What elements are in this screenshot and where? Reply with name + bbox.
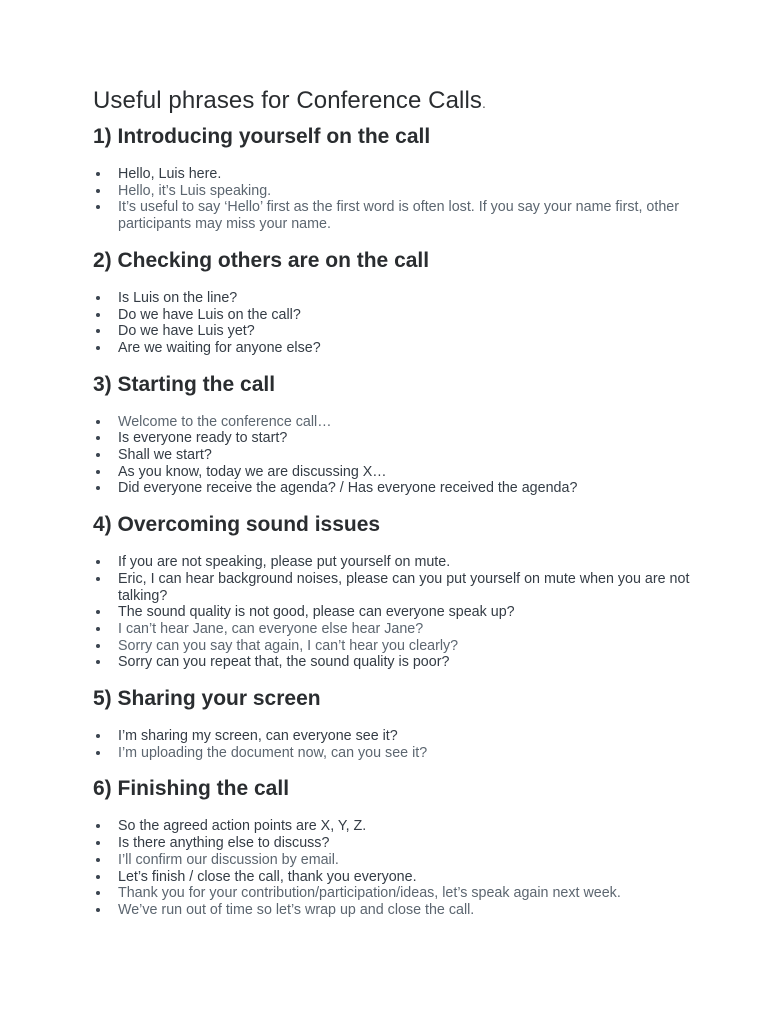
bullet-icon — [96, 486, 100, 490]
section-sharing-screen — [93, 685, 693, 761]
bullet-icon — [96, 172, 100, 176]
bullet-icon — [96, 420, 100, 424]
list-item: Is everyone ready to start? — [93, 430, 693, 447]
bullet-icon — [96, 453, 100, 457]
bullet-icon — [96, 205, 100, 209]
document-title-text: Useful phrases for Conference Calls — [93, 87, 483, 114]
section-heading: 1) Introducing yourself on the call — [93, 125, 431, 148]
section-heading: 6) Finishing the call — [93, 777, 290, 801]
bullet-icon — [96, 660, 100, 664]
bullet-icon — [96, 751, 100, 755]
phrase-list — [93, 414, 693, 498]
document-title — [93, 86, 693, 118]
list-item: Eric, I can hear background noises, please can you put yourself on mute when you are not talking? — [93, 571, 693, 604]
list-item: Thank you for your contribution/participation/ideas, let’s speak again next week. — [93, 885, 693, 902]
bullet-icon — [96, 329, 100, 333]
list-item: As you know, today we are discussing X… — [93, 464, 693, 481]
bullet-icon — [96, 824, 100, 828]
list-item: Let’s finish / close the call, thank you everyone. — [93, 869, 693, 886]
section-heading: 3) Starting the call — [93, 372, 276, 396]
section-starting — [93, 371, 693, 498]
phrase-list — [93, 290, 693, 357]
bullet-icon — [96, 313, 100, 317]
phrase-list — [93, 166, 693, 233]
bullet-icon — [96, 577, 100, 581]
bullet-icon — [96, 436, 100, 440]
list-item: Sorry can you repeat that, the sound quality is poor? — [93, 654, 693, 671]
bullet-icon — [96, 610, 100, 614]
list-item: So the agreed action points are X, Y, Z. — [93, 818, 693, 835]
list-item: Sorry can you say that again, I can’t hear you clearly? — [93, 638, 693, 655]
document-title-suffix: . — [482, 95, 487, 111]
phrase-list — [93, 728, 693, 761]
list-item: I’m sharing my screen, can everyone see it? — [93, 728, 693, 745]
list-item: Did everyone receive the agenda? / Has everyone received the agenda? — [93, 480, 693, 497]
section-sound-issues — [93, 511, 693, 671]
list-item: We’ve run out of time so let’s wrap up and close the call. — [93, 902, 693, 919]
list-item: Is there anything else to discuss? — [93, 835, 693, 852]
section-heading: 5) Sharing your screen — [93, 687, 321, 711]
bullet-icon — [96, 908, 100, 912]
list-item: Hello, Luis here. — [93, 166, 693, 183]
bullet-icon — [96, 734, 100, 738]
bullet-icon — [96, 875, 100, 879]
phrase-list — [93, 818, 693, 918]
list-item: Do we have Luis yet? — [93, 323, 693, 340]
section-introducing — [93, 123, 693, 233]
bullet-icon — [96, 346, 100, 350]
phrase-list — [93, 554, 693, 671]
list-item: If you are not speaking, please put yourself on mute. — [93, 554, 693, 571]
list-item: Hello, it’s Luis speaking. — [93, 183, 693, 200]
document-page — [93, 86, 693, 919]
bullet-icon — [96, 858, 100, 862]
list-item: Welcome to the conference call… — [93, 414, 693, 431]
list-item: I’m uploading the document now, can you see it? — [93, 745, 693, 762]
section-finishing — [93, 775, 693, 918]
list-item: Shall we start? — [93, 447, 693, 464]
section-heading: 4) Overcoming sound issues — [93, 513, 381, 537]
section-heading: 2) Checking others are on the call — [93, 248, 430, 272]
bullet-icon — [96, 470, 100, 474]
list-item: The sound quality is not good, please can everyone speak up? — [93, 604, 693, 621]
bullet-icon — [96, 189, 100, 193]
list-item: Are we waiting for anyone else? — [93, 340, 693, 357]
list-item: Do we have Luis on the call? — [93, 307, 693, 324]
bullet-icon — [96, 560, 100, 564]
section-checking-others — [93, 247, 693, 357]
list-item: It’s useful to say ‘Hello’ first as the first word is often lost. If you say your name first, other participants may miss your name. — [93, 199, 693, 232]
bullet-icon — [96, 644, 100, 648]
bullet-icon — [96, 627, 100, 631]
bullet-icon — [96, 296, 100, 300]
list-item: I can’t hear Jane, can everyone else hear Jane? — [93, 621, 693, 638]
list-item: Is Luis on the line? — [93, 290, 693, 307]
list-item: I’ll confirm our discussion by email. — [93, 852, 693, 869]
bullet-icon — [96, 841, 100, 845]
bullet-icon — [96, 891, 100, 895]
